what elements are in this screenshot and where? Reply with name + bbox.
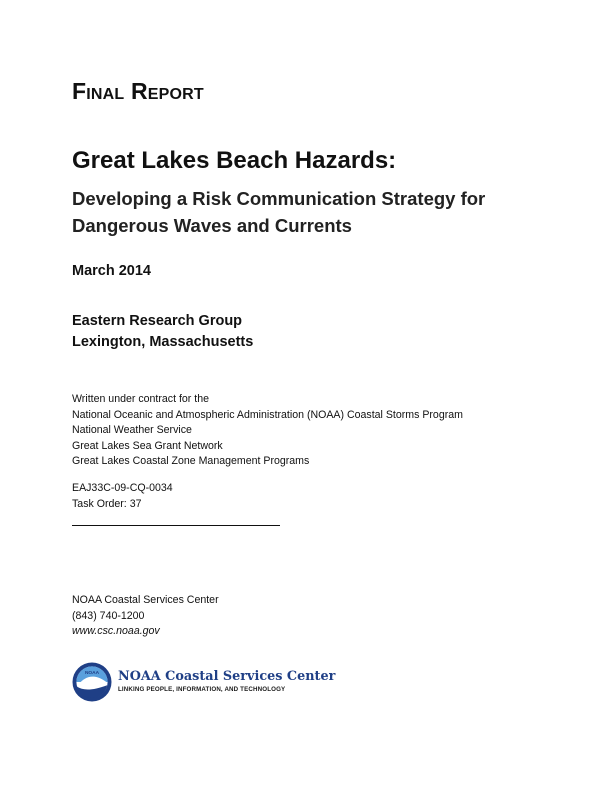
section-divider [72, 525, 280, 526]
contract-intro: Written under contract for the [72, 393, 209, 405]
contact-block [72, 593, 219, 640]
task-order: Task Order: 37 [72, 497, 142, 510]
subtitle-line-1: Developing a Risk Communication Strategy for [72, 188, 486, 209]
author-organization [72, 311, 253, 353]
contact-phone: (843) 740-1200 [72, 609, 145, 622]
report-subtitle [72, 185, 485, 239]
noaa-logo [72, 662, 336, 708]
report-label: Final Report [72, 78, 204, 104]
report-title: Great Lakes Beach Hazards: [72, 147, 397, 174]
sponsor-line: National Weather Service [72, 424, 192, 436]
contact-website: www.csc.noaa.gov [72, 625, 160, 637]
sponsor-line: Great Lakes Coastal Zone Management Programs [72, 455, 310, 467]
sponsor-line: National Oceanic and Atmospheric Administration (NOAA) Coastal Storms Program [72, 408, 463, 421]
contract-number: EAJ33C-09-CQ-0034 [72, 482, 173, 494]
contact-name: NOAA Coastal Services Center [72, 594, 219, 606]
report-date: March 2014 [72, 263, 151, 279]
sponsor-line: Great Lakes Sea Grant Network [72, 439, 223, 452]
contract-block [72, 392, 463, 470]
subtitle-line-2: Dangerous Waves and Currents [72, 215, 352, 236]
noaa-seal-icon [72, 662, 112, 702]
organization-name: Eastern Research Group [72, 313, 243, 329]
logo-tagline: LINKING PEOPLE, INFORMATION, AND TECHNOLOGY [118, 686, 286, 693]
organization-location: Lexington, Massachusetts [72, 334, 254, 350]
logo-name: NOAA Coastal Services Center [118, 669, 336, 684]
identifier-block [72, 481, 173, 512]
seal-text: NOAA [84, 670, 100, 676]
